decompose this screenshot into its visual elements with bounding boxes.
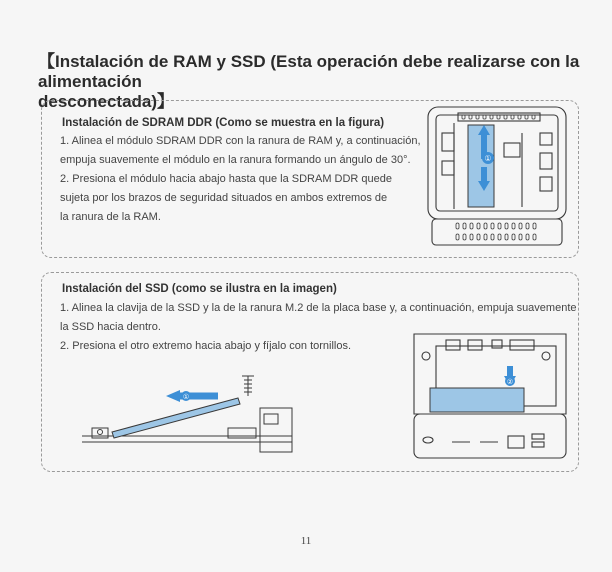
heading-line-1: 【Instalación de RAM y SSD (Esta operación debe realizarse con la alimentación — [38, 52, 580, 91]
ssd-step-marker-1: ① — [182, 393, 190, 401]
ram-line-1: 1. Alinea el módulo SDRAM DDR con la ranura de RAM y, a continuación, — [60, 135, 421, 147]
ram-section-title: Instalación de SDRAM DDR (Como se muestra en la figura) — [62, 117, 385, 129]
ram-step-marker-1: ① — [484, 154, 492, 163]
ram-line-4: sujeta por los brazos de seguridad situados en ambos extremos de — [60, 192, 388, 204]
ssd-section-title: Instalación del SSD (como se ilustra en la imagen) — [62, 283, 337, 295]
ssd-line-3: 2. Presiona el otro extremo hacia abajo y fíjalo con tornillos. — [60, 340, 352, 352]
ssd-step-marker-2: ② — [506, 378, 514, 386]
heading-line-2: desconectada)】 — [38, 92, 175, 111]
ram-install-illustration — [422, 103, 572, 251]
ram-line-2: empuja suavemente el módulo en la ranura formando un ángulo de 30°. — [60, 154, 411, 166]
ram-line-5: la ranura de la RAM. — [60, 211, 161, 223]
ssd-line-1: 1. Alinea la clavija de la SSD y la de la ranura M.2 de la placa base y, a continuación, empuja suavemente — [60, 302, 577, 314]
ssd-top-view-illustration — [406, 326, 574, 466]
ram-line-3: 2. Presiona el módulo hacia abajo hasta que la SDRAM DDR quede — [60, 173, 393, 185]
ssd-side-view-illustration — [78, 368, 303, 458]
page-number: 11 — [300, 535, 312, 547]
ssd-line-2: la SSD hacia dentro. — [60, 321, 161, 333]
